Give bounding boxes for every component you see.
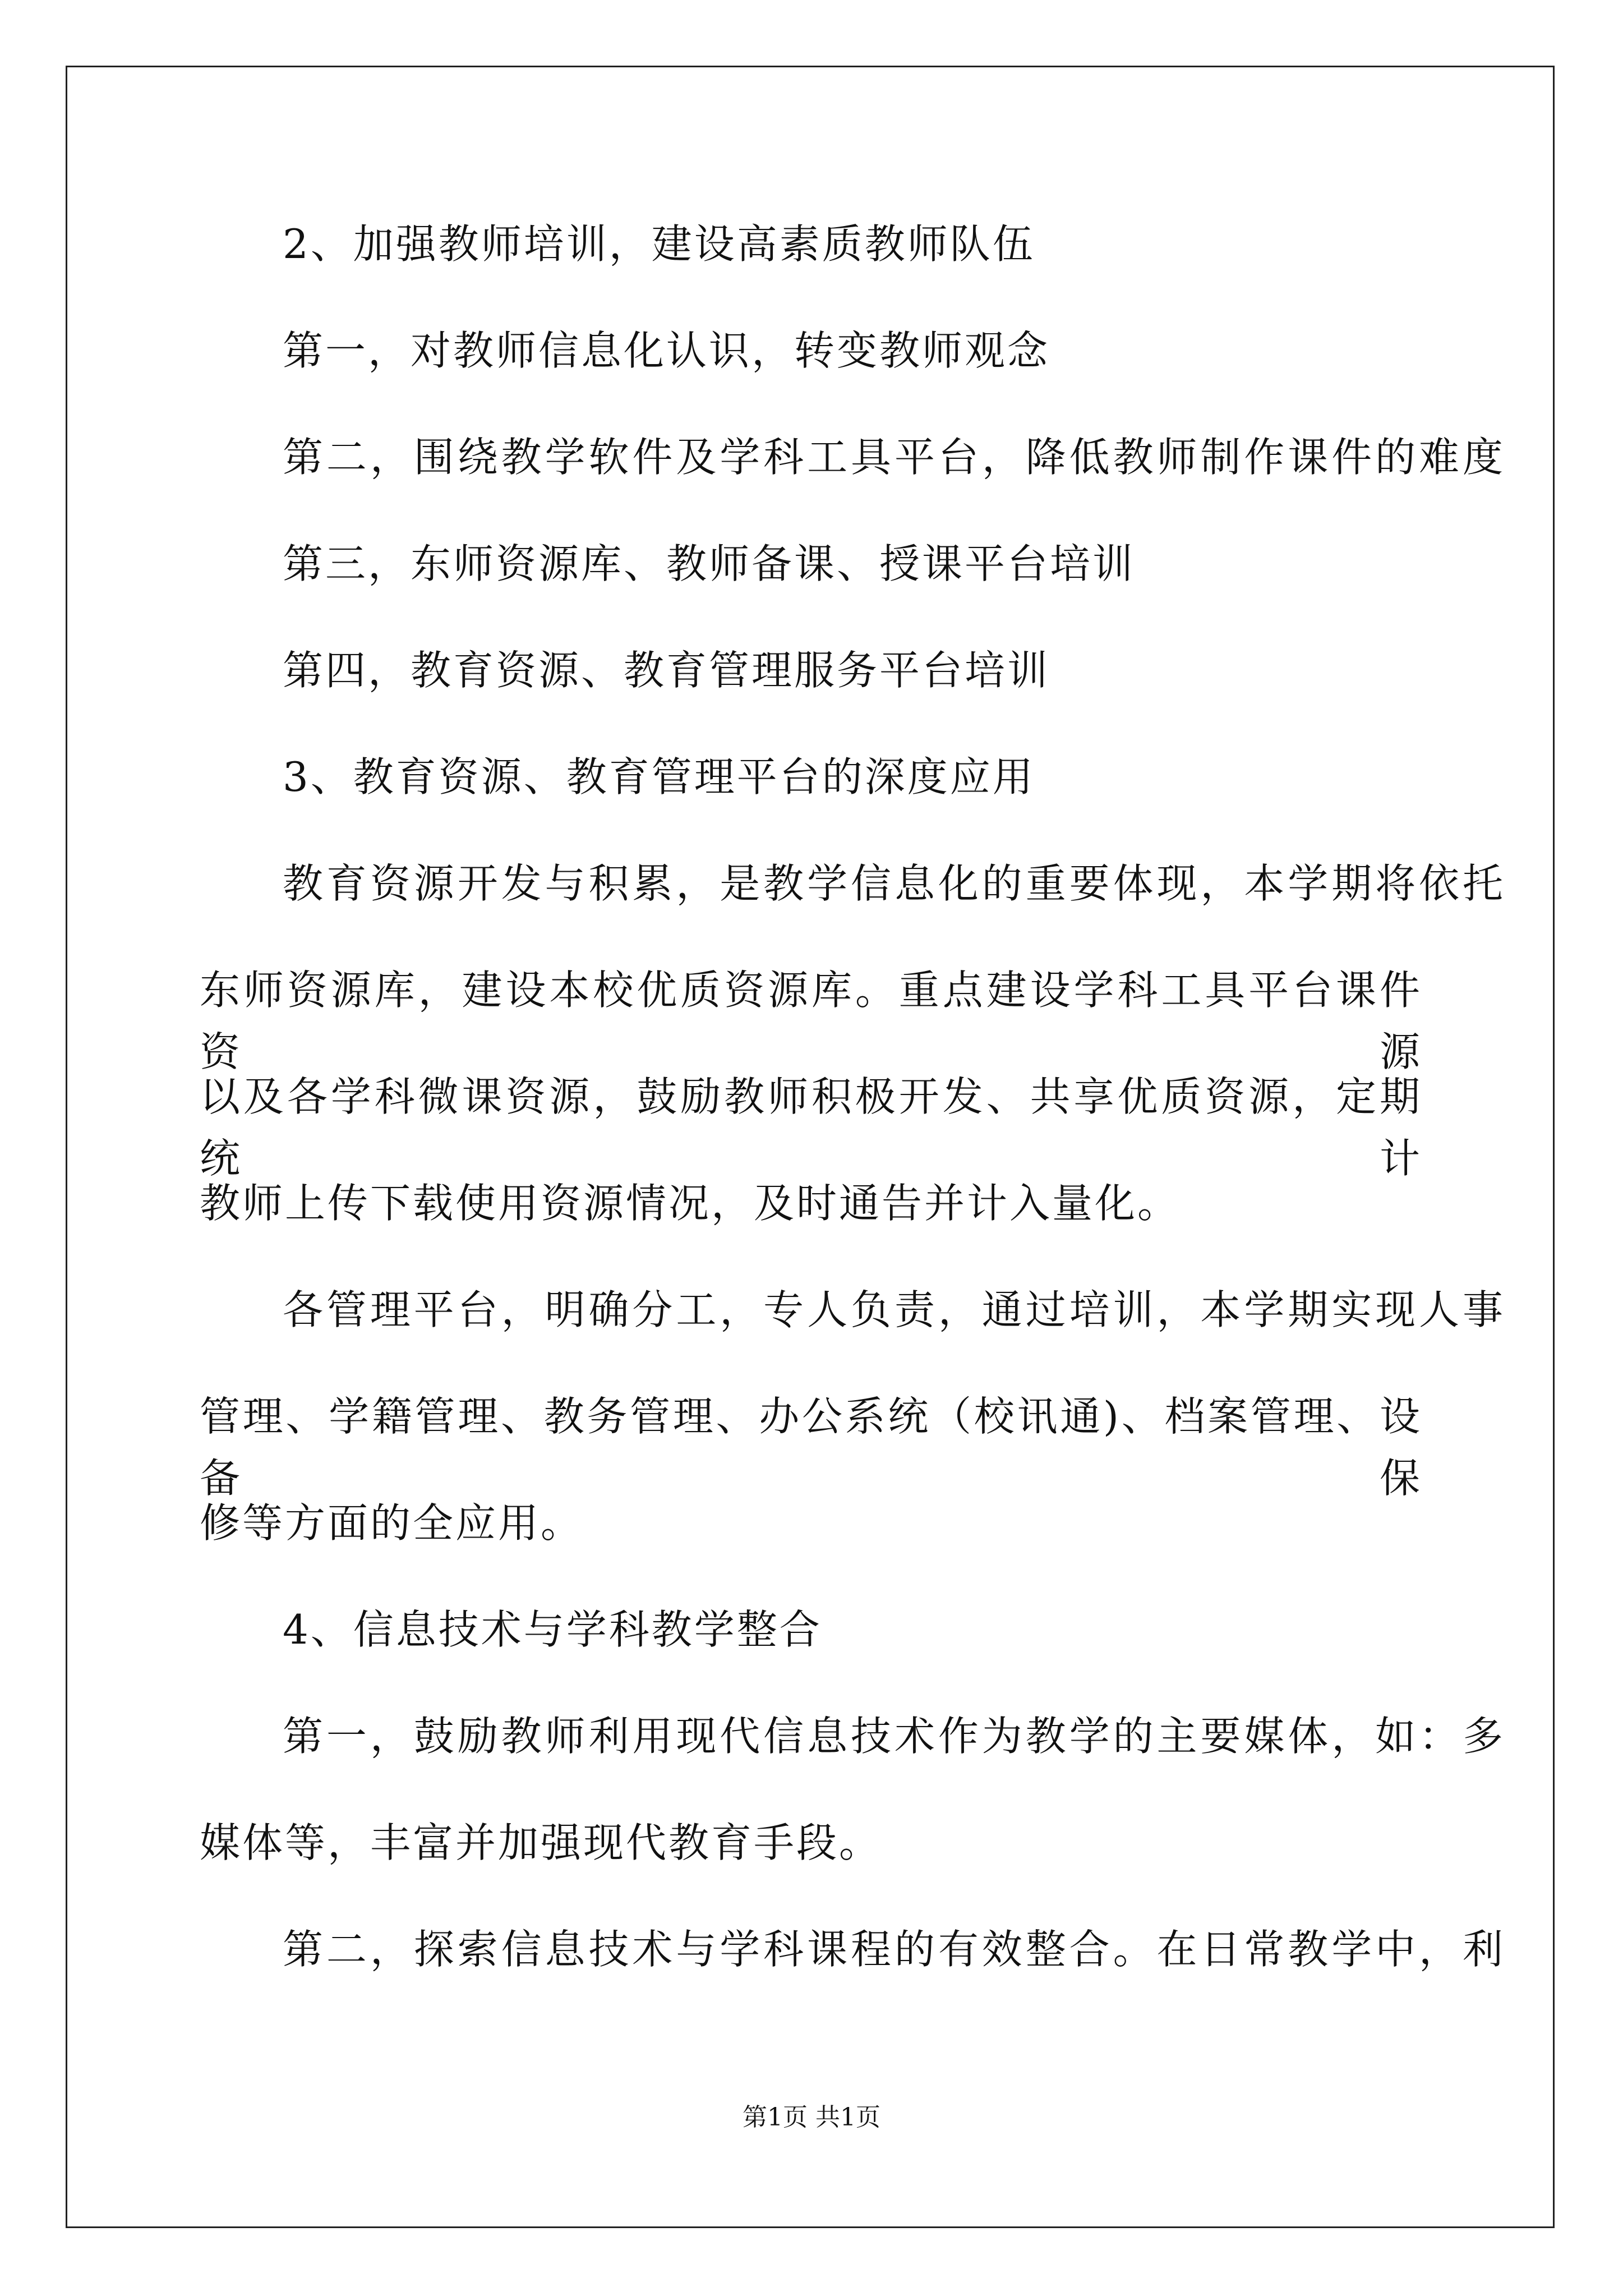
paragraph-line: 修等方面的全应用。 — [200, 1499, 584, 1547]
paragraph-line: 教师上传下载使用资源情况，及时通告并计入量化。 — [200, 1180, 1181, 1227]
paragraph-line: 第二，探索信息技术与学科课程的有效整合。在日常教学中，利 — [283, 1926, 1505, 1973]
paragraph-line: 教育资源开发与积累，是教学信息化的重要体现，本学期将依托 — [283, 860, 1505, 907]
list-item: 第一，对教师信息化认识，转变教师观念 — [283, 327, 1050, 374]
paragraph-line: 以及各学科微课资源，鼓励教师积极开发、共享优质资源，定期统计 — [200, 1073, 1422, 1182]
list-item: 第三，东师资源库、教师备课、授课平台培训 — [283, 540, 1136, 587]
page-footer: 第1页 共1页 — [743, 2103, 880, 2132]
paragraph-line: 第一，鼓励教师利用现代信息技术作为教学的主要媒体，如：多 — [283, 1713, 1505, 1760]
list-item: 第二，围绕教学软件及学科工具平台，降低教师制作课件的难度 — [283, 434, 1505, 481]
list-item: 第四，教育资源、教育管理服务平台培训 — [283, 647, 1050, 694]
paragraph-line: 东师资源库，建设本校优质资源库。重点建设学科工具平台课件资源 — [200, 967, 1422, 1075]
heading-3: 3、教育资源、教育管理平台的深度应用 — [283, 753, 1035, 800]
paragraph-line: 管理、学籍管理、教务管理、办公系统（校讯通)、档案管理、设备保 — [200, 1393, 1422, 1502]
heading-2: 2、加强教师培训，建设高素质教师队伍 — [283, 220, 1035, 268]
heading-4: 4、信息技术与学科教学整合 — [283, 1606, 822, 1653]
paragraph-line: 媒体等，丰富并加强现代教育手段。 — [200, 1819, 882, 1866]
paragraph-line: 各管理平台，明确分工，专人负责，通过培训，本学期实现人事 — [283, 1286, 1505, 1333]
